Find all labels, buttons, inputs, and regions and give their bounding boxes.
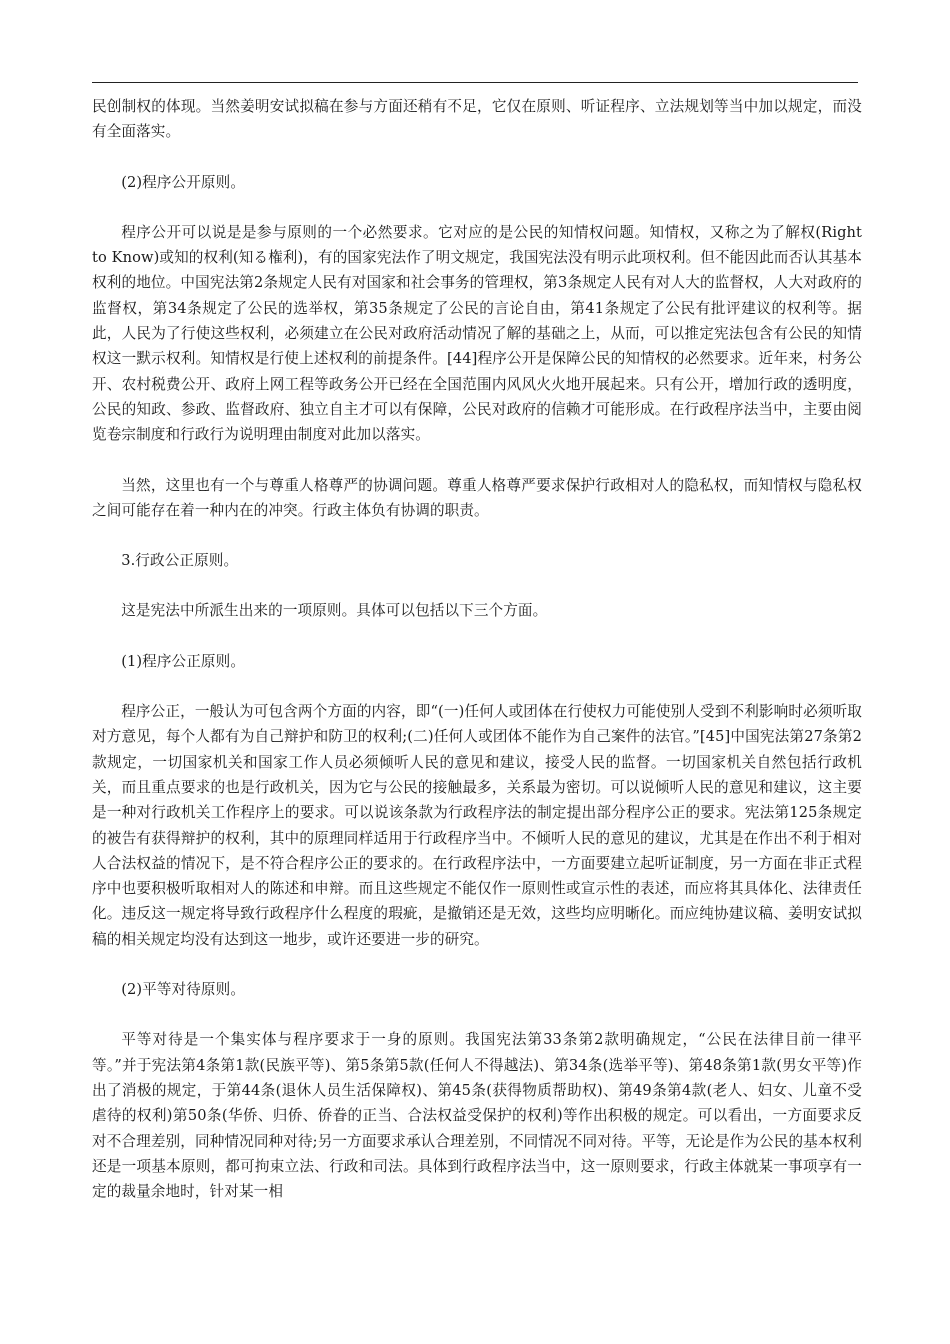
- paragraph-privacy-coordination: 当然，这里也有一个与尊重人格尊严的协调问题。尊重人格尊严要求保护行政相对人的隐私权，而知情权与隐私权之间可能存在着一种内在的冲突。行政主体负有协调的职责。: [92, 476, 862, 519]
- paragraph-fairness-intro: 这是宪法中所派生出来的一项原则。具体可以包括以下三个方面。: [121, 602, 548, 620]
- section-heading-procedural-justice: (1)程序公正原则。: [121, 652, 246, 670]
- section-heading-equal-treatment: (2)平等对待原则。: [121, 981, 246, 999]
- paragraph-equal-treatment: 平等对待是一个集实体与程序要求于一身的原则。我国宪法第33条第2款明确规定，“公民在法律目前一律平等。”并于宪法第4条第1款(民族平等)、第5条第5款(任何人不得越法)、第34条(选举平等)、第48条第1款(男女平等)作出了消极的规定，于第44条(退休人员生活保障权)、第45条(获得物质帮助权)、第49条第4款(老人、妇女、儿童不受虐待的权利)第50条(华侨、归侨、侨眷的正当、合法权益受保护的权利)等作出积极的规定。可以看出，一方面要求反对不合理差别，同种情况同种对待;另一方面要求承认合理差别，不同情况不同对待。平等，无论是作为公民的基本权利还是一项基本原则，都可拘束立法、行政和司法。具体到行政程序法当中，这一原则要求，行政主体就某一事项享有一定的裁量余地时，针对某一相: [92, 1031, 862, 1201]
- section-heading-administrative-fairness: 3.行政公正原则。: [121, 552, 239, 570]
- paragraph-continued: 民创制权的体现。当然姜明安试拟稿在参与方面还稍有不足，它仅在原则、听证程序、立法规划等当中加以规定，而没有全面落实。: [92, 98, 862, 141]
- document-body: [92, 94, 862, 1229]
- section-heading-procedure-openness: (2)程序公开原则。: [121, 173, 246, 191]
- paragraph-procedure-openness: 程序公开可以说是是参与原则的一个必然要求。它对应的是公民的知情权问题。知情权，又称之为了解权(Right to Know)或知的权利(知る権利)，有的国家宪法作了明文规定，我国宪法没有明示此项权利。但不能因此而否认其基本权利的地位。中国宪法第2条规定人民有对国家和社会事务的管理权，第3条规定人民有对人大的监督权，人大对政府的监督权，第34条规定了公民的选举权，第35条规定了公民的言论自由，第41条规定了公民有批评建议的权利等。据此，人民为了行使这些权利，必须建立在公民对政府活动情况了解的基础之上，从而，可以推定宪法包含有公民的知情权这一默示权利。知情权是行使上述权利的前提条件。[44]程序公开是保障公民的知情权的必然要求。近年来，村务公开、农村税费公开、政府上网工程等政务公开已经在全国范围内风风火火地开展起来。只有公开，增加行政的透明度，公民的知政、参政、监督政府、独立自主才可以有保障，公民对政府的信赖才可能形成。在行政程序法当中，主要由阅览卷宗制度和行政行为说明理由制度对此加以落实。: [92, 223, 862, 444]
- paragraph-procedural-justice: 程序公正，一般认为可包含两个方面的内容，即“(一)任何人或团体在行使权力可能使别人受到不利影响时必须听取对方意见，每个人都有为自己辩护和防卫的权利;(二)任何人或团体不能作为自己案件的法官。”[45]中国宪法第27条第2款规定，一切国家机关和国家工作人员必须倾听人民的意见和建议，接受人民的监督。一切国家机关自然包括行政机关，而且重点要求的也是行政机关，因为它与公民的接触最多，关系最为密切。可以说倾听人民的意见和建议，这主要是一种对行政机关工作程序上的要求。可以说该条款为行政程序法的制定提出部分程序公正的要求。宪法第125条规定的被告有获得辩护的权利，其中的原理同样适用于行政程序当中。不倾听人民的意见的建议，尤其是在作出不利于相对人合法权益的情况下，是不符合程序公正的要求的。在行政程序法中，一方面要建立起听证制度，另一方面在非正式程序中也要积极听取相对人的陈述和申辩。而且这些规定不能仅作一原则性或宣示性的表述，而应将其具体化、法律责任化。违反这一规定将导致行政程序什么程度的瑕疵，是撤销还是无效，这些均应明晰化。而应纯协建议稿、姜明安试拟稿的相关规定均没有达到这一地步，或许还要进一步的研究。: [92, 703, 862, 948]
- header-rule: [92, 82, 858, 83]
